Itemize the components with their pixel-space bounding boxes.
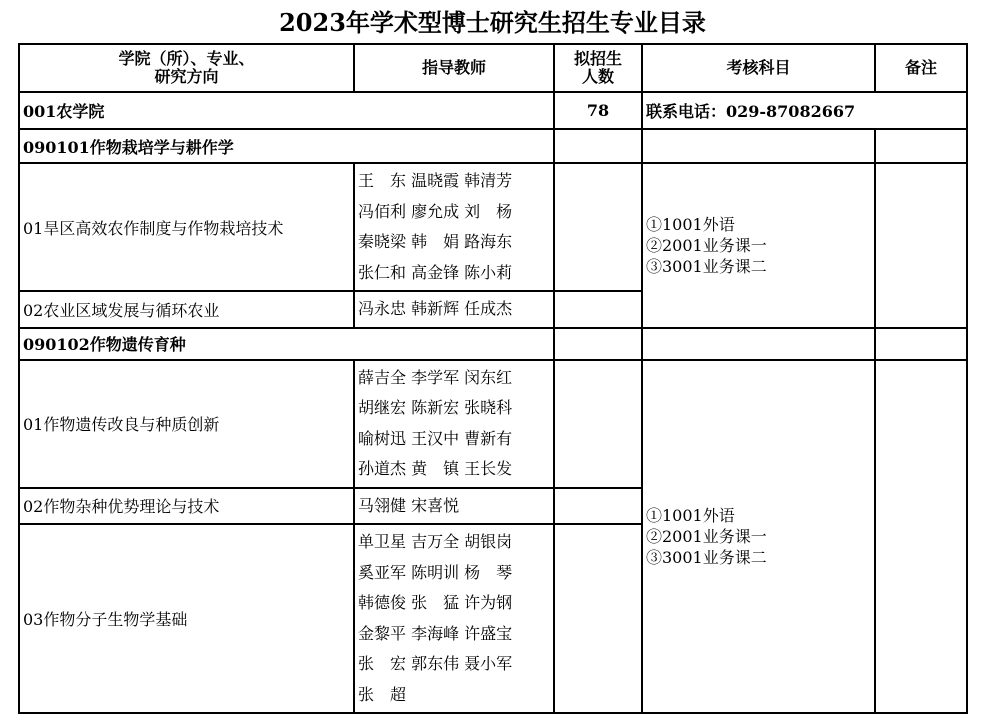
header-advisor: 指导教师 — [354, 44, 554, 92]
major-name: 090101作物栽培学与耕作学 — [19, 129, 554, 163]
college-contact: 联系电话：029-87082667 — [642, 92, 967, 129]
empty-cell — [554, 328, 642, 360]
quota-cell — [554, 291, 642, 328]
exam-subjects — [642, 163, 875, 328]
header-quota-line1: 拟招生 — [573, 49, 622, 68]
quota-cell — [554, 488, 642, 525]
college-quota: 78 — [554, 92, 642, 129]
empty-cell — [554, 129, 642, 163]
advisor-line: 冯永忠 韩新辉 任成杰 — [358, 299, 513, 318]
header-notes: 备注 — [875, 44, 967, 92]
subject-line: ③3001业务课二 — [646, 256, 767, 276]
subject-line: ①1001外语 — [646, 505, 735, 525]
major-name: 090102作物遗传育种 — [19, 328, 554, 360]
advisor-line: 奚亚军 陈明训 杨 琴 — [358, 562, 513, 582]
college-name: 001农学院 — [19, 92, 554, 129]
header-college — [19, 44, 354, 92]
college-row — [19, 92, 967, 129]
empty-cell — [642, 328, 875, 360]
advisor-line: 秦晓梁 韩 娟 路海东 — [358, 232, 513, 251]
advisor-list — [354, 360, 554, 488]
advisor-line: 冯佰利 廖允成 刘 杨 — [358, 201, 513, 221]
header-quota — [554, 44, 642, 92]
notes-cell — [875, 360, 967, 714]
subject-line: ①1001外语 — [646, 214, 735, 234]
header-subjects: 考核科目 — [642, 44, 875, 92]
advisor-list — [354, 291, 554, 328]
subject-line: ②2001业务课一 — [646, 235, 767, 255]
advisor-line: 胡继宏 陈新宏 张晓科 — [358, 398, 513, 417]
advisor-list — [354, 488, 554, 525]
exam-subjects — [642, 360, 875, 714]
catalog-table — [18, 43, 968, 714]
subject-line: ③3001业务课二 — [646, 547, 767, 567]
empty-cell — [875, 328, 967, 360]
advisor-line: 王 东 温晓霞 韩清芳 — [358, 171, 513, 190]
direction-name: 02农业区域发展与循环农业 — [19, 291, 354, 328]
direction-row — [19, 360, 967, 488]
major-row — [19, 328, 967, 360]
advisor-line: 单卫星 吉万全 胡银岗 — [358, 532, 513, 551]
notes-cell — [875, 163, 967, 328]
major-row — [19, 129, 967, 163]
page-title: 2023年学术型博士研究生招生专业目录 — [279, 8, 706, 37]
advisor-line: 张 宏 郭东伟 聂小军 — [358, 654, 513, 673]
empty-cell — [875, 129, 967, 163]
quota-cell — [554, 360, 642, 488]
direction-name: 01作物遗传改良与种质创新 — [19, 360, 354, 488]
empty-cell — [642, 129, 875, 163]
direction-name: 01旱区高效农作制度与作物栽培技术 — [19, 163, 354, 291]
advisor-line: 张 超 — [358, 684, 407, 704]
subject-line: ②2001业务课一 — [646, 526, 767, 546]
advisor-line: 韩德俊 张 猛 许为钢 — [358, 593, 513, 612]
advisor-line: 孙道杰 黄 镇 王长发 — [358, 459, 513, 478]
direction-row — [19, 163, 967, 291]
header-college-line2: 研究方向 — [154, 67, 219, 86]
direction-name: 03作物分子生物学基础 — [19, 524, 354, 713]
advisor-list — [354, 163, 554, 291]
advisor-line: 金黎平 李海峰 许盛宝 — [358, 623, 513, 643]
quota-cell — [554, 163, 642, 291]
advisor-list — [354, 524, 554, 713]
direction-name: 02作物杂种优势理论与技术 — [19, 488, 354, 525]
header-row — [19, 44, 967, 92]
header-college-line1: 学院（所）、专业、 — [118, 49, 255, 68]
advisor-line: 马翎健 宋喜悦 — [358, 495, 460, 515]
advisor-line: 张仁和 高金锋 陈小莉 — [358, 262, 513, 282]
advisor-line: 薛吉全 李学军 闵东红 — [358, 367, 513, 387]
quota-cell — [554, 524, 642, 713]
header-quota-line2: 人数 — [581, 67, 614, 86]
advisor-line: 喻树迅 王汉中 曹新有 — [358, 428, 513, 448]
